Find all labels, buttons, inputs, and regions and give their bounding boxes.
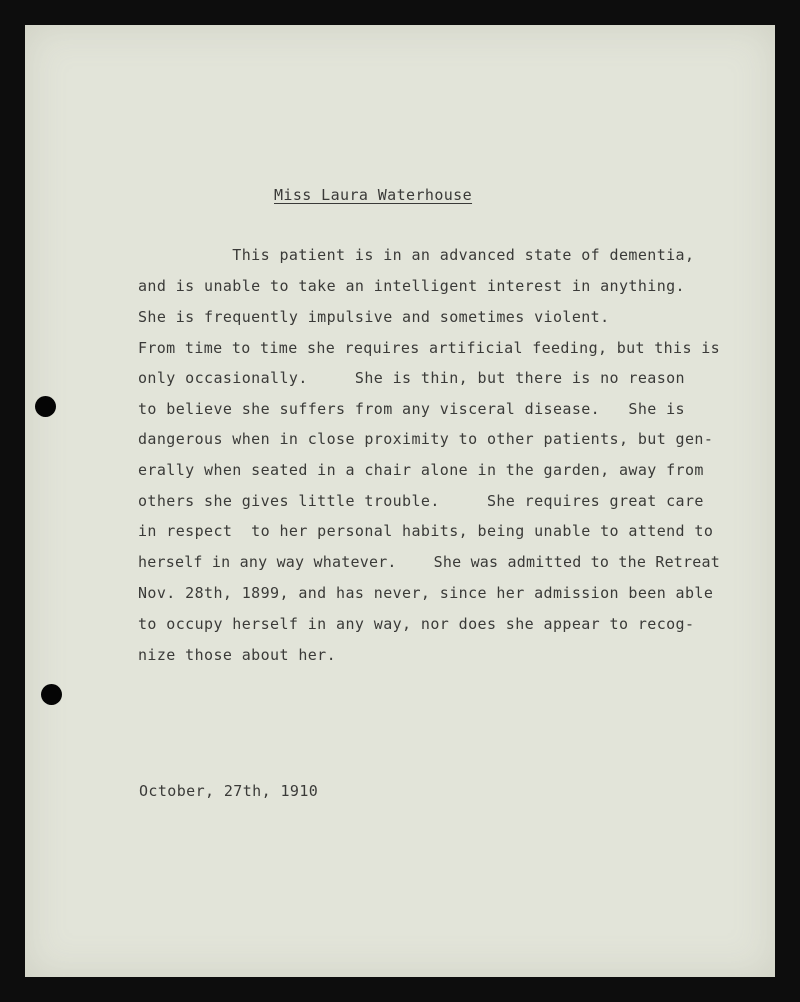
body-line: Nov. 28th, 1899, and has never, since her admission been able bbox=[138, 584, 714, 602]
punch-hole-top bbox=[35, 396, 56, 417]
body-line: to believe she suffers from any visceral disease. She is bbox=[138, 400, 685, 418]
body-line: only occasionally. She is thin, but there is no reason bbox=[138, 369, 685, 387]
body-line: to occupy herself in any way, nor does she appear to recog- bbox=[138, 615, 695, 633]
document-title: Miss Laura Waterhouse bbox=[274, 186, 473, 204]
body-line: others she gives little trouble. She requires great care bbox=[138, 492, 704, 510]
punch-hole-bottom bbox=[41, 684, 62, 705]
body-line: in respect to her personal habits, being unable to attend to bbox=[138, 522, 714, 540]
body-line: dangerous when in close proximity to other patients, but gen- bbox=[138, 430, 714, 448]
body-line: This patient is in an advanced state of dementia, bbox=[138, 246, 695, 264]
body-line: From time to time she requires artificial feeding, but this is bbox=[138, 339, 720, 357]
body-line: nize those about her. bbox=[138, 646, 337, 664]
document-date: October, 27th, 1910 bbox=[139, 782, 319, 800]
body-line: and is unable to take an intelligent interest in anything. bbox=[138, 277, 685, 295]
body-line: She is frequently impulsive and sometimes violent. bbox=[138, 308, 610, 326]
body-line: herself in any way whatever. She was admitted to the Retreat bbox=[138, 553, 720, 571]
body-line: erally when seated in a chair alone in the garden, away from bbox=[138, 461, 704, 479]
